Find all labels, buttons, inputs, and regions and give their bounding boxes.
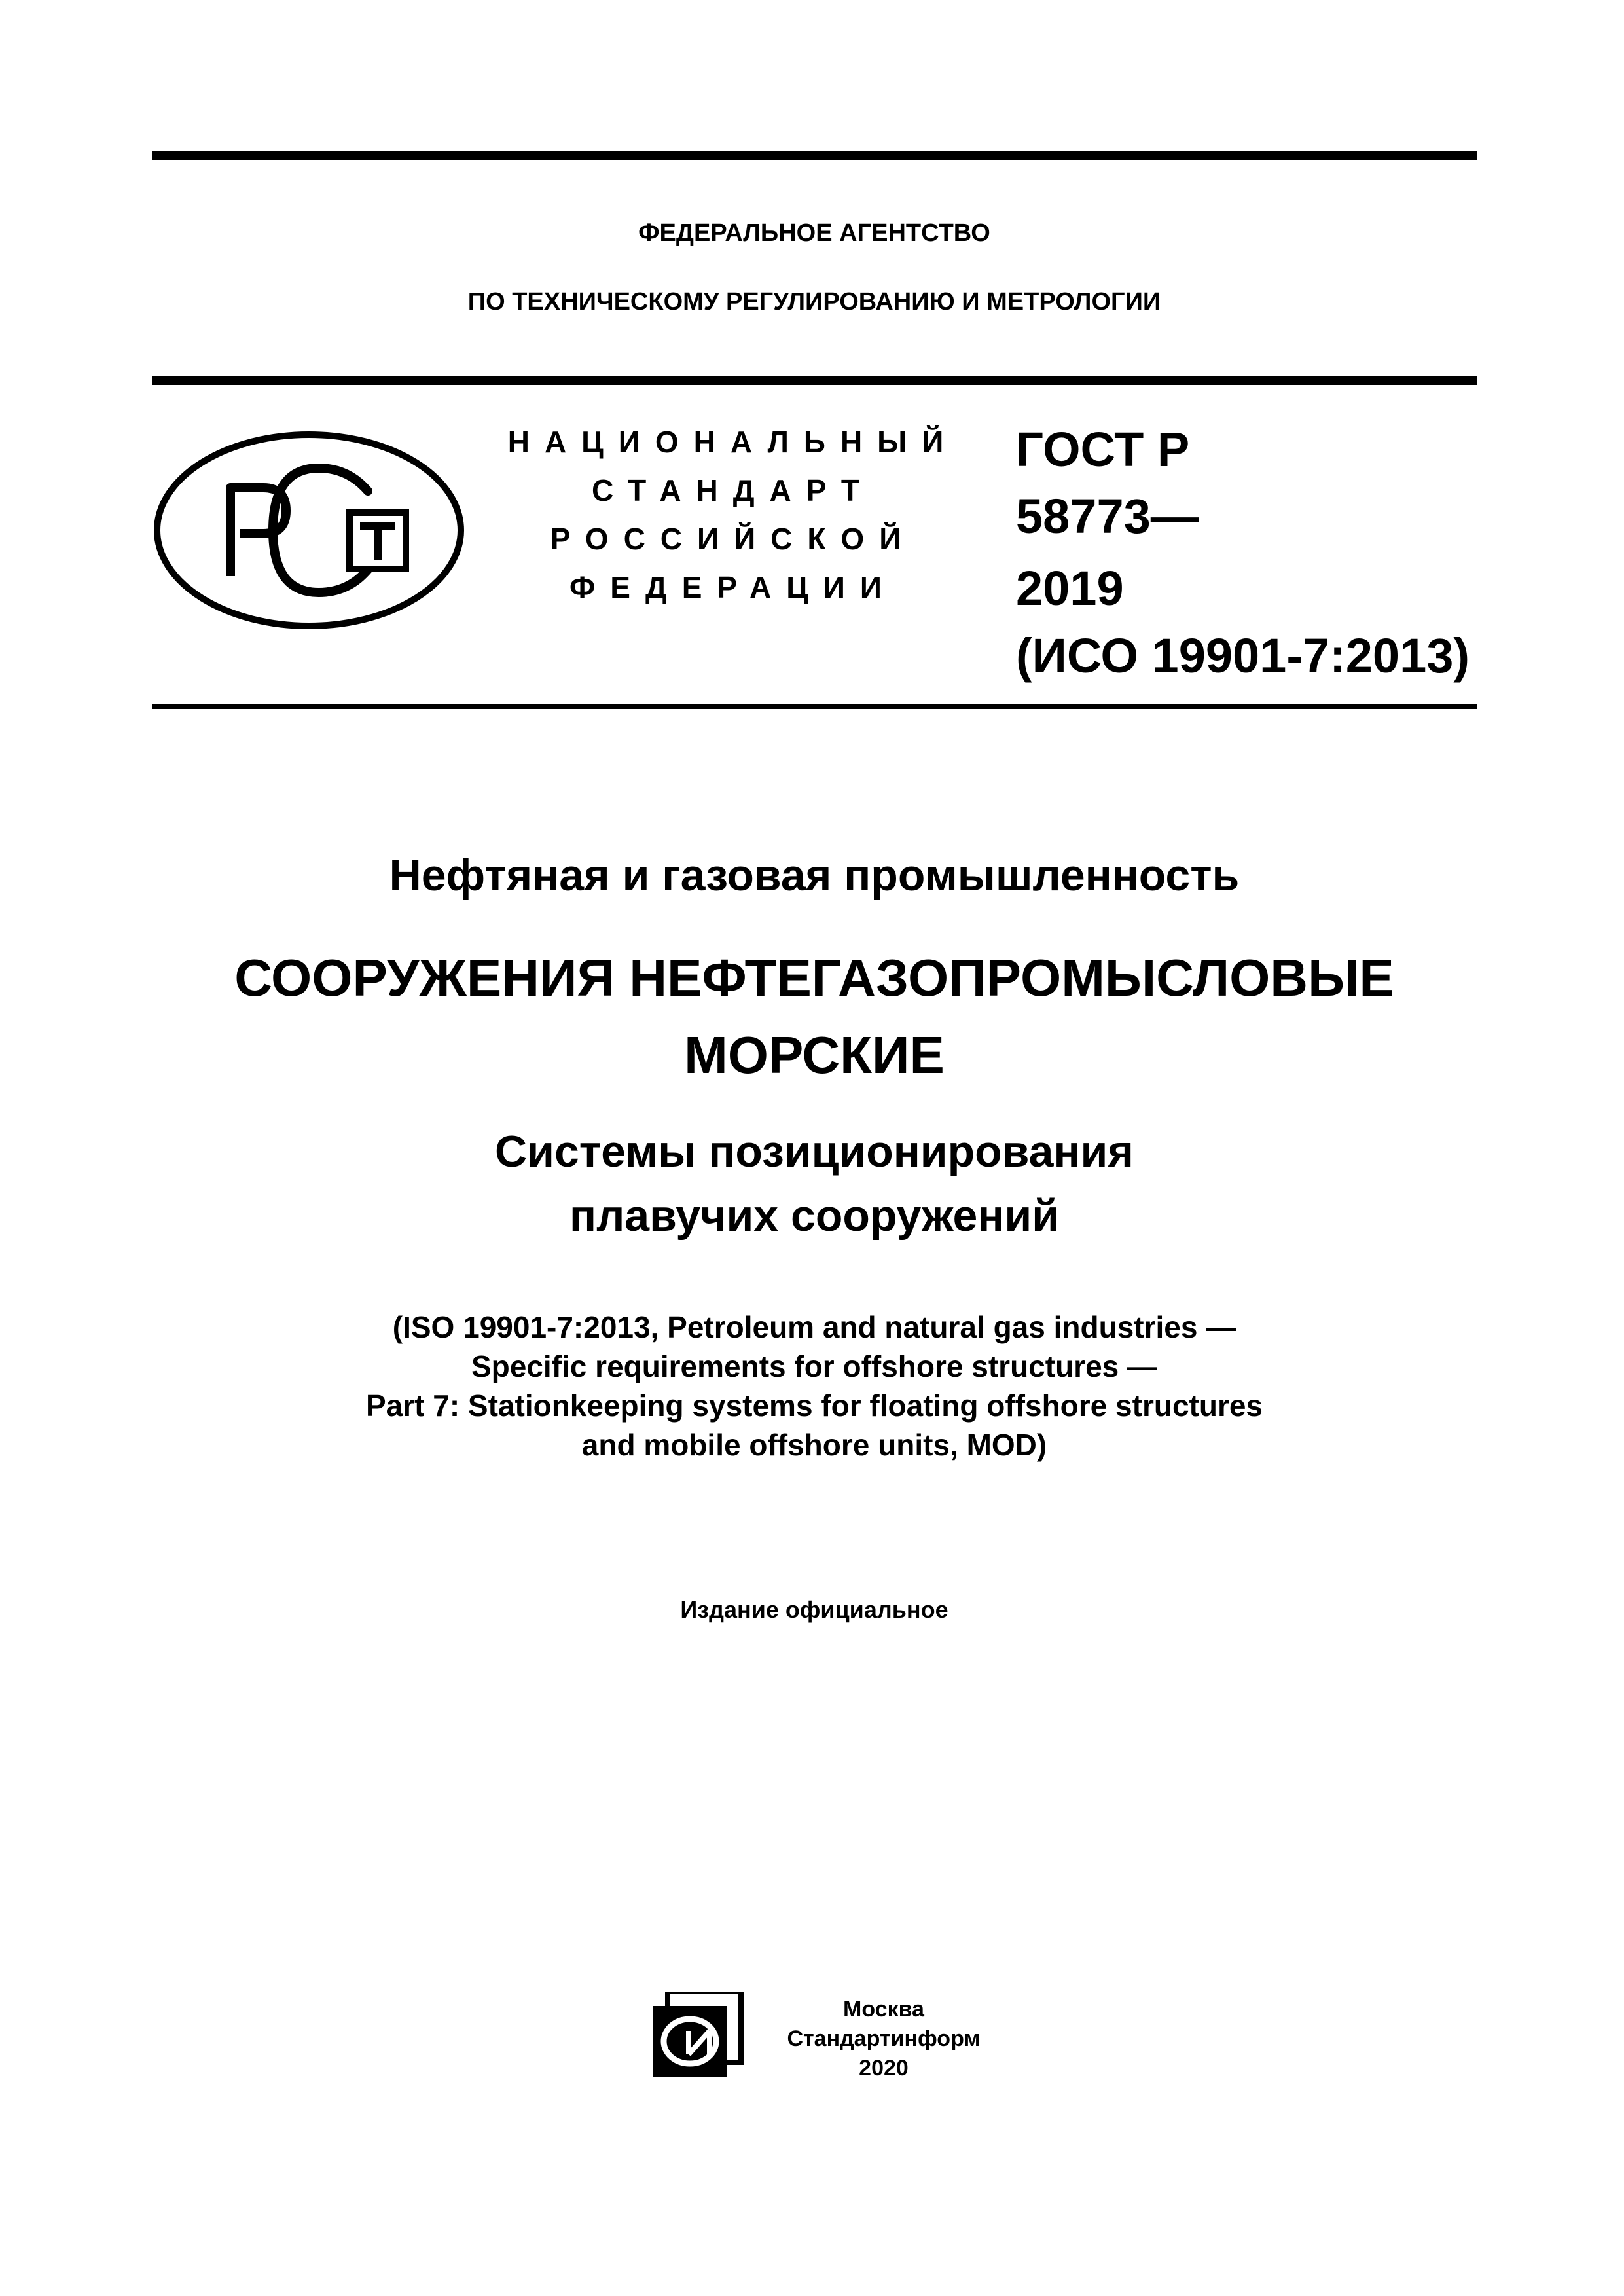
iso-reference-line-3: Part 7: Stationkeeping systems for floating offshore structures <box>365 1389 1263 1423</box>
subtitle-line-1: Системы позиционирования <box>495 1127 1134 1176</box>
header-divider <box>152 376 1477 385</box>
subtitle-line-2: плавучих сооружений <box>569 1191 1059 1241</box>
iso-reference-line-4: and mobile offshore units, MOD) <box>581 1428 1047 1462</box>
industry-title: Нефтяная и газовая промышленность <box>389 850 1240 900</box>
edition-note: Издание официальное <box>680 1596 948 1623</box>
national-standard-line-3: РОССИЙСКОЙ <box>550 522 916 556</box>
standartinform-logo-icon <box>648 1992 746 2081</box>
rst-certification-logo-icon <box>152 429 466 632</box>
publisher-name: Стандартинформ <box>787 2026 981 2051</box>
iso-reference-line-2: Specific requirements for offshore structures — <box>471 1349 1158 1383</box>
standard-designation-line-3: 2019 <box>1016 561 1124 615</box>
top-divider <box>152 151 1477 160</box>
main-title-line-1: СООРУЖЕНИЯ НЕФТЕГАЗОПРОМЫСЛОВЫЕ <box>234 949 1394 1007</box>
national-standard-line-4: ФЕДЕРАЦИИ <box>569 570 897 604</box>
standard-designation-line-1: ГОСТ Р <box>1016 422 1190 477</box>
main-title-line-2: МОРСКИЕ <box>684 1026 945 1084</box>
national-standard-line-1: НАЦИОНАЛЬНЫЙ <box>507 425 959 459</box>
standard-designation-line-2: 58773— <box>1016 489 1199 543</box>
agency-name-line-2: ПО ТЕХНИЧЕСКОМУ РЕГУЛИРОВАНИЮ И МЕТРОЛОГИИ <box>467 288 1161 316</box>
standard-designation-line-4: (ИСО 19901-7:2013) <box>1016 629 1470 683</box>
publication-year: 2020 <box>859 2056 909 2081</box>
designation-divider <box>152 704 1477 709</box>
national-standard-line-2: СТАНДАРТ <box>592 473 875 507</box>
iso-reference-line-1: (ISO 19901-7:2013, Petroleum and natural gas industries — <box>392 1310 1236 1344</box>
publisher-city: Москва <box>843 1997 924 2022</box>
agency-name-line-1: ФЕДЕРАЛЬНОЕ АГЕНТСТВО <box>638 219 990 247</box>
